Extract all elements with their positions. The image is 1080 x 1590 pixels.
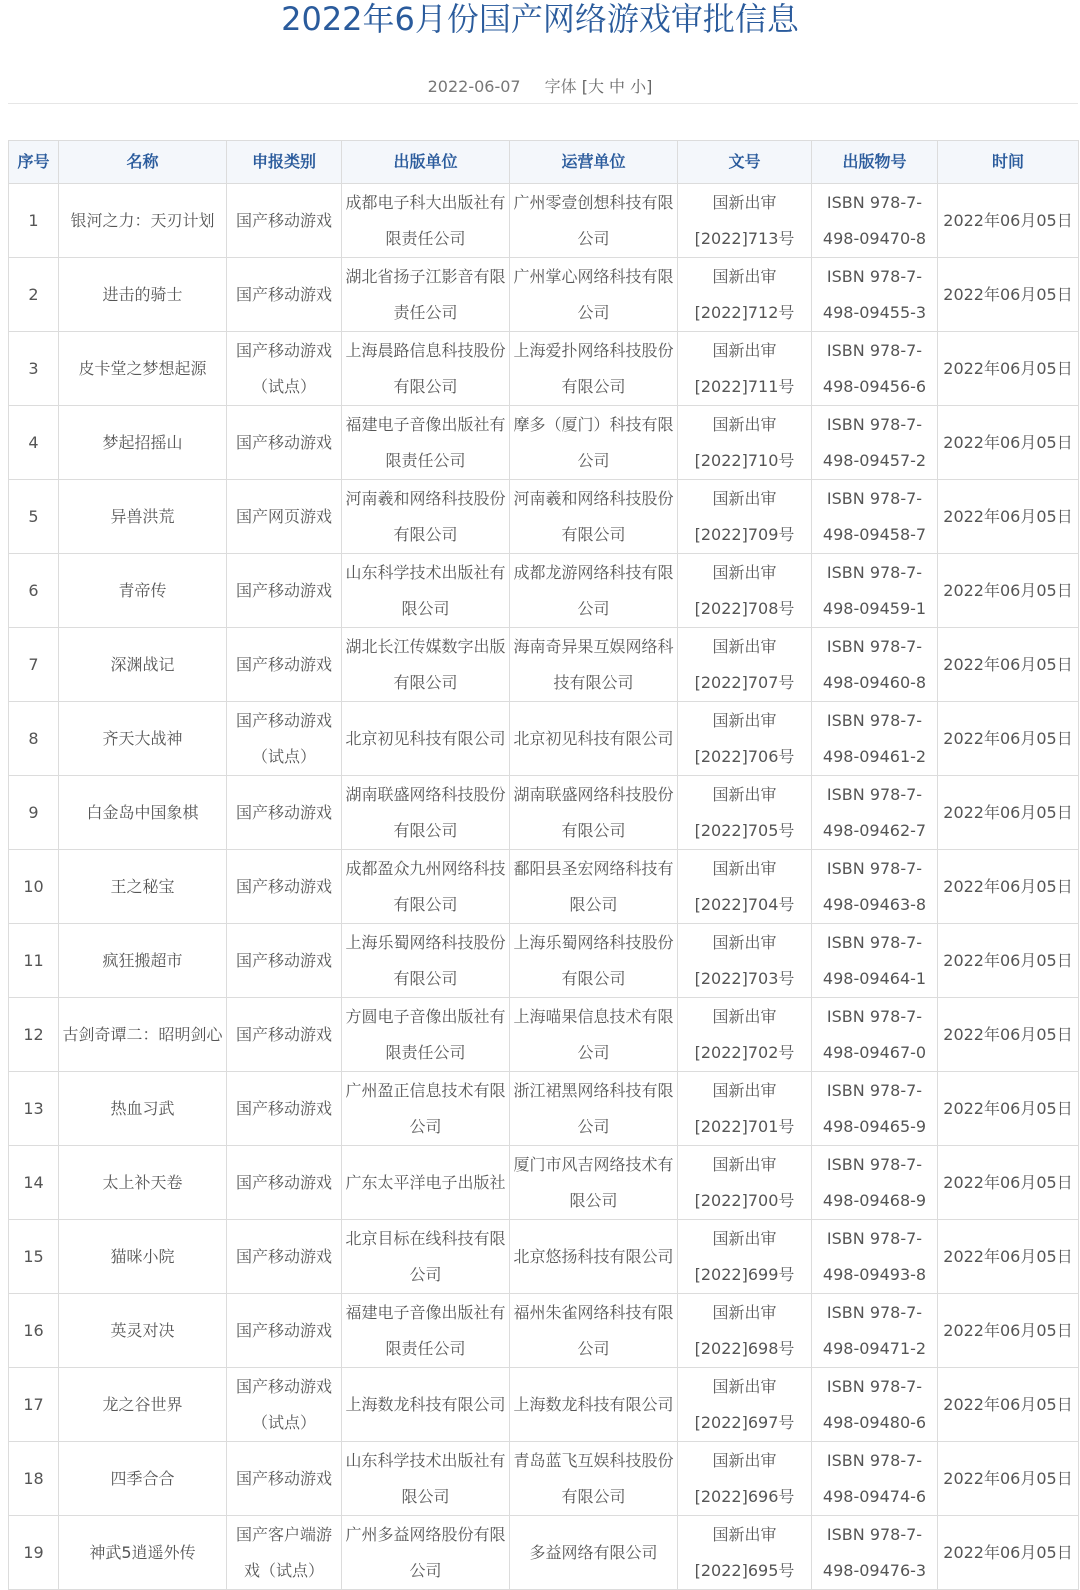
cell-isbn: ISBN 978-7-498-09463-8 [812, 850, 938, 924]
cell-isbn: ISBN 978-7-498-09458-7 [812, 480, 938, 554]
cell-type: 国产移动游戏 [227, 258, 342, 332]
table-header-row [9, 141, 1079, 184]
cell-publisher: 上海乐蜀网络科技股份有限公司 [342, 924, 510, 998]
cell-name: 疯狂搬超市 [59, 924, 227, 998]
cell-operator: 上海数龙科技有限公司 [510, 1368, 678, 1442]
approval-table [8, 140, 1079, 1590]
table-row [9, 1072, 1079, 1146]
font-size-label: 字体 [544, 77, 577, 96]
table-row [9, 258, 1079, 332]
cell-publisher: 湖北省扬子江影音有限责任公司 [342, 258, 510, 332]
cell-approval: 国新出审[2022]698号 [678, 1294, 812, 1368]
cell-date: 2022年06月05日 [938, 1442, 1079, 1516]
cell-date: 2022年06月05日 [938, 1368, 1079, 1442]
cell-date: 2022年06月05日 [938, 628, 1079, 702]
cell-name: 神武5逍遥外传 [59, 1516, 227, 1590]
cell-isbn: ISBN 978-7-498-09457-2 [812, 406, 938, 480]
cell-operator: 厦门市风吉网络技术有限公司 [510, 1146, 678, 1220]
cell-no: 19 [9, 1516, 59, 1590]
cell-operator: 青岛蓝飞互娱科技股份有限公司 [510, 1442, 678, 1516]
cell-date: 2022年06月05日 [938, 184, 1079, 258]
table-row [9, 998, 1079, 1072]
cell-date: 2022年06月05日 [938, 258, 1079, 332]
cell-name: 古剑奇谭二：昭明剑心 [59, 998, 227, 1072]
cell-date: 2022年06月05日 [938, 998, 1079, 1072]
cell-approval: 国新出审[2022]707号 [678, 628, 812, 702]
cell-approval: 国新出审[2022]702号 [678, 998, 812, 1072]
cell-publisher: 山东科学技术出版社有限公司 [342, 1442, 510, 1516]
cell-isbn: ISBN 978-7-498-09471-2 [812, 1294, 938, 1368]
page-title: 2022年6月份国产网络游戏审批信息 [281, 0, 799, 38]
cell-operator: 鄱阳县圣宏网络科技有限公司 [510, 850, 678, 924]
header-name: 名称 [59, 141, 227, 184]
cell-approval: 国新出审[2022]700号 [678, 1146, 812, 1220]
cell-date: 2022年06月05日 [938, 1146, 1079, 1220]
cell-name: 银河之力：天刃计划 [59, 184, 227, 258]
cell-approval: 国新出审[2022]708号 [678, 554, 812, 628]
cell-no: 8 [9, 702, 59, 776]
cell-no: 4 [9, 406, 59, 480]
cell-publisher: 广东太平洋电子出版社 [342, 1146, 510, 1220]
header-isbn: 出版物号 [812, 141, 938, 184]
table-row [9, 1146, 1079, 1220]
cell-no: 9 [9, 776, 59, 850]
table-row [9, 332, 1079, 406]
cell-publisher: 福建电子音像出版社有限责任公司 [342, 1294, 510, 1368]
cell-isbn: ISBN 978-7-498-09459-1 [812, 554, 938, 628]
cell-type: 国产移动游戏 [227, 998, 342, 1072]
cell-name: 四季合合 [59, 1442, 227, 1516]
cell-operator: 上海喵果信息技术有限公司 [510, 998, 678, 1072]
cell-type: 国产移动游戏 [227, 184, 342, 258]
table-row [9, 1516, 1079, 1590]
cell-operator: 北京初见科技有限公司 [510, 702, 678, 776]
cell-approval: 国新出审[2022]712号 [678, 258, 812, 332]
cell-type: 国产移动游戏 [227, 554, 342, 628]
header-operator: 运营单位 [510, 141, 678, 184]
font-size-switcher[interactable]: [大 中 小] [581, 77, 653, 96]
cell-publisher: 成都电子科大出版社有限责任公司 [342, 184, 510, 258]
cell-approval: 国新出审[2022]704号 [678, 850, 812, 924]
cell-name: 王之秘宝 [59, 850, 227, 924]
cell-name: 异兽洪荒 [59, 480, 227, 554]
cell-no: 3 [9, 332, 59, 406]
table-row [9, 1442, 1079, 1516]
cell-approval: 国新出审[2022]709号 [678, 480, 812, 554]
cell-publisher: 湖北长江传媒数字出版有限公司 [342, 628, 510, 702]
cell-operator: 北京悠扬科技有限公司 [510, 1220, 678, 1294]
cell-isbn: ISBN 978-7-498-09465-9 [812, 1072, 938, 1146]
cell-isbn: ISBN 978-7-498-09480-6 [812, 1368, 938, 1442]
cell-operator: 摩多（厦门）科技有限公司 [510, 406, 678, 480]
cell-isbn: ISBN 978-7-498-09493-8 [812, 1220, 938, 1294]
cell-type: 国产移动游戏 [227, 1072, 342, 1146]
cell-date: 2022年06月05日 [938, 1220, 1079, 1294]
cell-no: 13 [9, 1072, 59, 1146]
cell-no: 6 [9, 554, 59, 628]
header-approval: 文号 [678, 141, 812, 184]
article-meta [0, 74, 1080, 97]
cell-date: 2022年06月05日 [938, 850, 1079, 924]
cell-publisher: 北京目标在线科技有限公司 [342, 1220, 510, 1294]
cell-approval: 国新出审[2022]695号 [678, 1516, 812, 1590]
cell-operator: 上海乐蜀网络科技股份有限公司 [510, 924, 678, 998]
cell-approval: 国新出审[2022]711号 [678, 332, 812, 406]
cell-type: 国产移动游戏 [227, 776, 342, 850]
cell-approval: 国新出审[2022]710号 [678, 406, 812, 480]
cell-operator: 福州朱雀网络科技有限公司 [510, 1294, 678, 1368]
cell-type: 国产移动游戏（试点） [227, 332, 342, 406]
cell-operator: 湖南联盛网络科技股份有限公司 [510, 776, 678, 850]
cell-approval: 国新出审[2022]706号 [678, 702, 812, 776]
publish-date: 2022-06-07 [427, 77, 521, 96]
cell-isbn: ISBN 978-7-498-09462-7 [812, 776, 938, 850]
cell-type: 国产移动游戏 [227, 628, 342, 702]
header-publisher: 出版单位 [342, 141, 510, 184]
cell-date: 2022年06月05日 [938, 480, 1079, 554]
cell-name: 梦起招摇山 [59, 406, 227, 480]
cell-operator: 河南羲和网络科技股份有限公司 [510, 480, 678, 554]
cell-name: 热血习武 [59, 1072, 227, 1146]
cell-date: 2022年06月05日 [938, 924, 1079, 998]
table-row [9, 924, 1079, 998]
cell-isbn: ISBN 978-7-498-09460-8 [812, 628, 938, 702]
cell-no: 15 [9, 1220, 59, 1294]
cell-type: 国产移动游戏 [227, 924, 342, 998]
cell-type: 国产移动游戏（试点） [227, 702, 342, 776]
cell-type: 国产移动游戏 [227, 1146, 342, 1220]
cell-publisher: 上海晨路信息科技股份有限公司 [342, 332, 510, 406]
cell-name: 齐天大战神 [59, 702, 227, 776]
cell-approval: 国新出审[2022]703号 [678, 924, 812, 998]
table-body [9, 184, 1079, 1590]
cell-operator: 浙江裙黑网络科技有限公司 [510, 1072, 678, 1146]
cell-name: 进击的骑士 [59, 258, 227, 332]
cell-operator: 成都龙游网络科技有限公司 [510, 554, 678, 628]
cell-no: 11 [9, 924, 59, 998]
cell-no: 10 [9, 850, 59, 924]
cell-isbn: ISBN 978-7-498-09474-6 [812, 1442, 938, 1516]
cell-no: 18 [9, 1442, 59, 1516]
cell-date: 2022年06月05日 [938, 332, 1079, 406]
cell-type: 国产移动游戏 [227, 1294, 342, 1368]
cell-publisher: 方圆电子音像出版社有限责任公司 [342, 998, 510, 1072]
cell-type: 国产移动游戏 [227, 850, 342, 924]
table-row [9, 702, 1079, 776]
cell-date: 2022年06月05日 [938, 1516, 1079, 1590]
cell-operator: 广州掌心网络科技有限公司 [510, 258, 678, 332]
cell-publisher: 上海数龙科技有限公司 [342, 1368, 510, 1442]
table-row [9, 628, 1079, 702]
cell-isbn: ISBN 978-7-498-09470-8 [812, 184, 938, 258]
table-row [9, 1294, 1079, 1368]
cell-name: 白金岛中国象棋 [59, 776, 227, 850]
cell-isbn: ISBN 978-7-498-09464-1 [812, 924, 938, 998]
table-row [9, 406, 1079, 480]
cell-date: 2022年06月05日 [938, 776, 1079, 850]
cell-isbn: ISBN 978-7-498-09476-3 [812, 1516, 938, 1590]
cell-date: 2022年06月05日 [938, 554, 1079, 628]
cell-date: 2022年06月05日 [938, 406, 1079, 480]
header-divider [8, 103, 1078, 104]
table-row [9, 184, 1079, 258]
cell-approval: 国新出审[2022]697号 [678, 1368, 812, 1442]
table-row [9, 850, 1079, 924]
cell-operator: 上海爱扑网络科技股份有限公司 [510, 332, 678, 406]
cell-name: 英灵对决 [59, 1294, 227, 1368]
cell-approval: 国新出审[2022]705号 [678, 776, 812, 850]
cell-name: 龙之谷世界 [59, 1368, 227, 1442]
cell-date: 2022年06月05日 [938, 702, 1079, 776]
cell-name: 猫咪小院 [59, 1220, 227, 1294]
table-row [9, 480, 1079, 554]
cell-name: 青帝传 [59, 554, 227, 628]
cell-no: 1 [9, 184, 59, 258]
cell-isbn: ISBN 978-7-498-09455-3 [812, 258, 938, 332]
cell-operator: 广州零壹创想科技有限公司 [510, 184, 678, 258]
cell-type: 国产移动游戏（试点） [227, 1368, 342, 1442]
cell-approval: 国新出审[2022]713号 [678, 184, 812, 258]
cell-no: 7 [9, 628, 59, 702]
cell-name: 皮卡堂之梦想起源 [59, 332, 227, 406]
cell-no: 17 [9, 1368, 59, 1442]
table-row [9, 776, 1079, 850]
cell-date: 2022年06月05日 [938, 1072, 1079, 1146]
cell-type: 国产网页游戏 [227, 480, 342, 554]
cell-no: 12 [9, 998, 59, 1072]
cell-type: 国产移动游戏 [227, 1220, 342, 1294]
cell-publisher: 广州多益网络股份有限公司 [342, 1516, 510, 1590]
cell-no: 14 [9, 1146, 59, 1220]
table-row [9, 1368, 1079, 1442]
header-type: 申报类别 [227, 141, 342, 184]
cell-isbn: ISBN 978-7-498-09468-9 [812, 1146, 938, 1220]
cell-publisher: 河南羲和网络科技股份有限公司 [342, 480, 510, 554]
header-no: 序号 [9, 141, 59, 184]
cell-date: 2022年06月05日 [938, 1294, 1079, 1368]
cell-type: 国产客户端游戏（试点） [227, 1516, 342, 1590]
cell-publisher: 广州盈正信息技术有限公司 [342, 1072, 510, 1146]
cell-approval: 国新出审[2022]701号 [678, 1072, 812, 1146]
cell-operator: 海南奇异果互娱网络科技有限公司 [510, 628, 678, 702]
cell-isbn: ISBN 978-7-498-09467-0 [812, 998, 938, 1072]
table-row [9, 554, 1079, 628]
cell-publisher: 福建电子音像出版社有限责任公司 [342, 406, 510, 480]
cell-name: 太上补天卷 [59, 1146, 227, 1220]
cell-approval: 国新出审[2022]699号 [678, 1220, 812, 1294]
cell-isbn: ISBN 978-7-498-09461-2 [812, 702, 938, 776]
cell-isbn: ISBN 978-7-498-09456-6 [812, 332, 938, 406]
cell-type: 国产移动游戏 [227, 406, 342, 480]
cell-approval: 国新出审[2022]696号 [678, 1442, 812, 1516]
cell-name: 深渊战记 [59, 628, 227, 702]
cell-no: 5 [9, 480, 59, 554]
cell-no: 16 [9, 1294, 59, 1368]
cell-publisher: 成都盈众九州网络科技有限公司 [342, 850, 510, 924]
cell-operator: 多益网络有限公司 [510, 1516, 678, 1590]
cell-type: 国产移动游戏 [227, 1442, 342, 1516]
header-date: 时间 [938, 141, 1079, 184]
cell-no: 2 [9, 258, 59, 332]
cell-publisher: 湖南联盛网络科技股份有限公司 [342, 776, 510, 850]
cell-publisher: 北京初见科技有限公司 [342, 702, 510, 776]
cell-publisher: 山东科学技术出版社有限公司 [342, 554, 510, 628]
table-row [9, 1220, 1079, 1294]
